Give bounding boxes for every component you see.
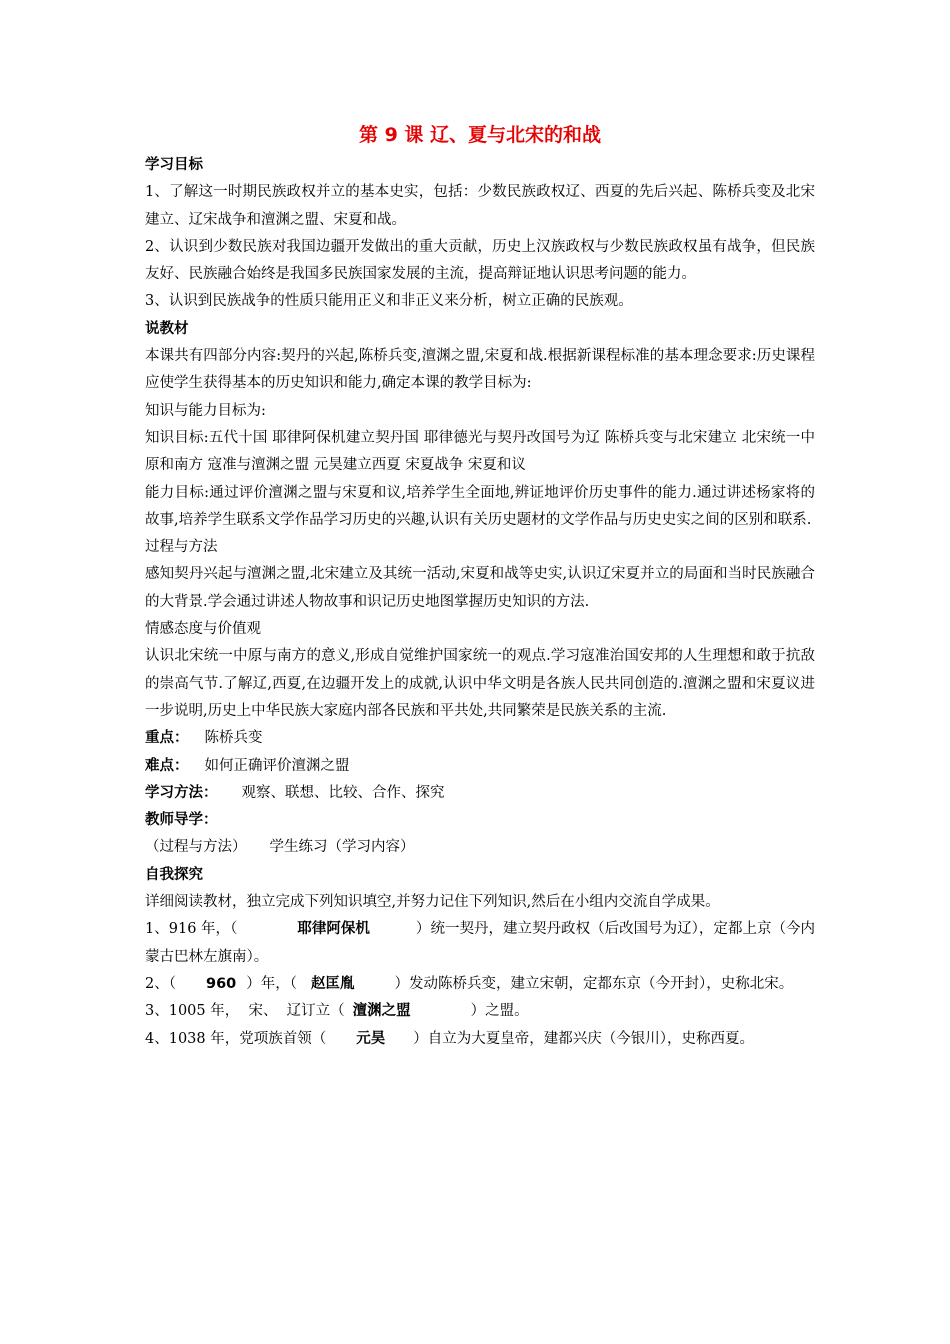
q2-text-c: ）发动陈桥兵变，建立宋朝，定都东京（今开封），史称北宋。 xyxy=(394,975,794,992)
process-text: 感知契丹兴起与澶渊之盟,北宋建立及其统一活动,宋夏和战等史实,认识辽宋夏并立的局面和当时民族融合的大背景.学会通过讲述人物故事和识记历史地图掌握历史知识的方法. xyxy=(145,566,815,610)
study-method xyxy=(145,780,815,807)
key-value: 陈桥兵变 xyxy=(204,730,263,747)
difficult-point xyxy=(145,753,815,780)
q1-text-b: ）统一契丹，建立契丹政权（后改国号为辽），定都上京（今内蒙古巴林左旗南）。 xyxy=(145,921,816,965)
q3-text-a: 3、1005 年， 宋、 辽订立（ xyxy=(145,1003,345,1020)
knowledge-heading: 知识与能力目标为: xyxy=(145,402,266,419)
q2-answer-name: 赵匡胤 xyxy=(311,975,355,992)
goal-3: 3、认识到民族战争的性质只能用正义和非正义来分析，树立正确的民族观。 xyxy=(145,293,633,310)
textbook-paragraph: 本课共有四部分内容:契丹的兴起,陈桥兵变,澶渊之盟,宋夏和战.根据新课程标准的基本理念要求:历史课程应使学生获得基本的历史知识和能力,确定本课的教学目标为: xyxy=(145,348,815,392)
textbook-heading: 说教材 xyxy=(145,320,189,337)
self-study-heading: 自我探究 xyxy=(145,866,203,883)
q1-answer: 耶律阿保机 xyxy=(297,921,370,938)
ability-goal: 能力目标:通过评价澶渊之盟与宋夏和议,培养学生全面地,辨证地评价历史事件的能力.通过讲述杨家将的故事,培养学生联系文学作品学习历史的兴趣,认识有关历史题材的文学作品与历史史实之间的区别和联系. xyxy=(145,484,815,528)
attitude-heading: 情感态度与价值观 xyxy=(145,621,261,638)
fill-in-4 xyxy=(145,1026,815,1053)
q1-text-a: 1、916 年，（ xyxy=(145,921,238,938)
q4-text-b: ）自立为大夏皇帝，建都兴庆（今银川），史称西夏。 xyxy=(413,1030,754,1047)
attitude-text: 认识北宋统一中原与南方的意义,形成自觉维护国家统一的观点.学习寇准治国安邦的人生理想和敢于抗敌的崇高气节.了解辽,西夏,在边疆开发上的成就,认识中华文明是各族人民共同创造的.澶渊之盟和宋夏议进一步说明,历史上中华民族大家庭内部各民族和平共处,共同繁荣是民族关系的主流. xyxy=(145,648,815,719)
key-point xyxy=(145,725,815,752)
difficult-label: 难点： xyxy=(145,757,189,774)
goals-heading: 学习目标 xyxy=(145,157,203,173)
process-heading: 过程与方法 xyxy=(145,539,218,556)
fill-in-1 xyxy=(145,916,815,971)
fill-in-2 xyxy=(145,971,815,998)
q4-answer: 元昊 xyxy=(356,1030,386,1047)
q3-text-b: ）之盟。 xyxy=(470,1003,529,1020)
q3-answer: 澶渊之盟 xyxy=(352,1003,411,1020)
goal-1: 1、了解这一时期民族政权并立的基本史实，包括：少数民族政权辽、西夏的先后兴起、陈桥兵变及北宋建立、辽宋战争和澶渊之盟、宋夏和战。 xyxy=(145,184,815,228)
q2-answer-year: 960 xyxy=(205,975,237,992)
method-label: 学习方法： xyxy=(145,784,218,801)
q2-text-a: 2、（ xyxy=(145,975,176,992)
key-label: 重点： xyxy=(145,730,189,747)
q2-text-b: ）年，（ xyxy=(246,975,298,992)
self-study-intro: 详细阅读教材，独立完成下列知识填空,并努力记住下列知识,然后在小组内交流自学成果。 xyxy=(145,894,720,911)
page-title: 第 9 课 辽、夏与北宋的和战 xyxy=(358,124,602,146)
document-page xyxy=(145,118,815,1053)
difficult-value: 如何正确评价澶渊之盟 xyxy=(204,757,350,774)
guide-line: （过程与方法） 学生练习（学习内容） xyxy=(145,839,415,856)
fill-in-3 xyxy=(145,998,815,1025)
method-value: 观察、联想、比较、合作、探究 xyxy=(241,784,445,801)
knowledge-goal: 知识目标:五代十国 耶律阿保机建立契丹国 耶律德光与契丹改国号为辽 陈桥兵变与北宋建立 北宋统一中原和南方 寇准与澶渊之盟 元昊建立西夏 宋夏战争 宋夏和议 xyxy=(145,429,815,474)
guide-heading: 教师导学： xyxy=(145,812,218,829)
goal-2: 2、认识到少数民族对我国边疆开发做出的重大贡献，历史上汉族政权与少数民族政权虽有战争，但民族友好、民族融合始终是我国多民族国家发展的主流，提高辩证地认识思考问题的能力。 xyxy=(145,238,815,283)
q4-text-a: 4、1038 年，党项族首领（ xyxy=(145,1030,327,1047)
